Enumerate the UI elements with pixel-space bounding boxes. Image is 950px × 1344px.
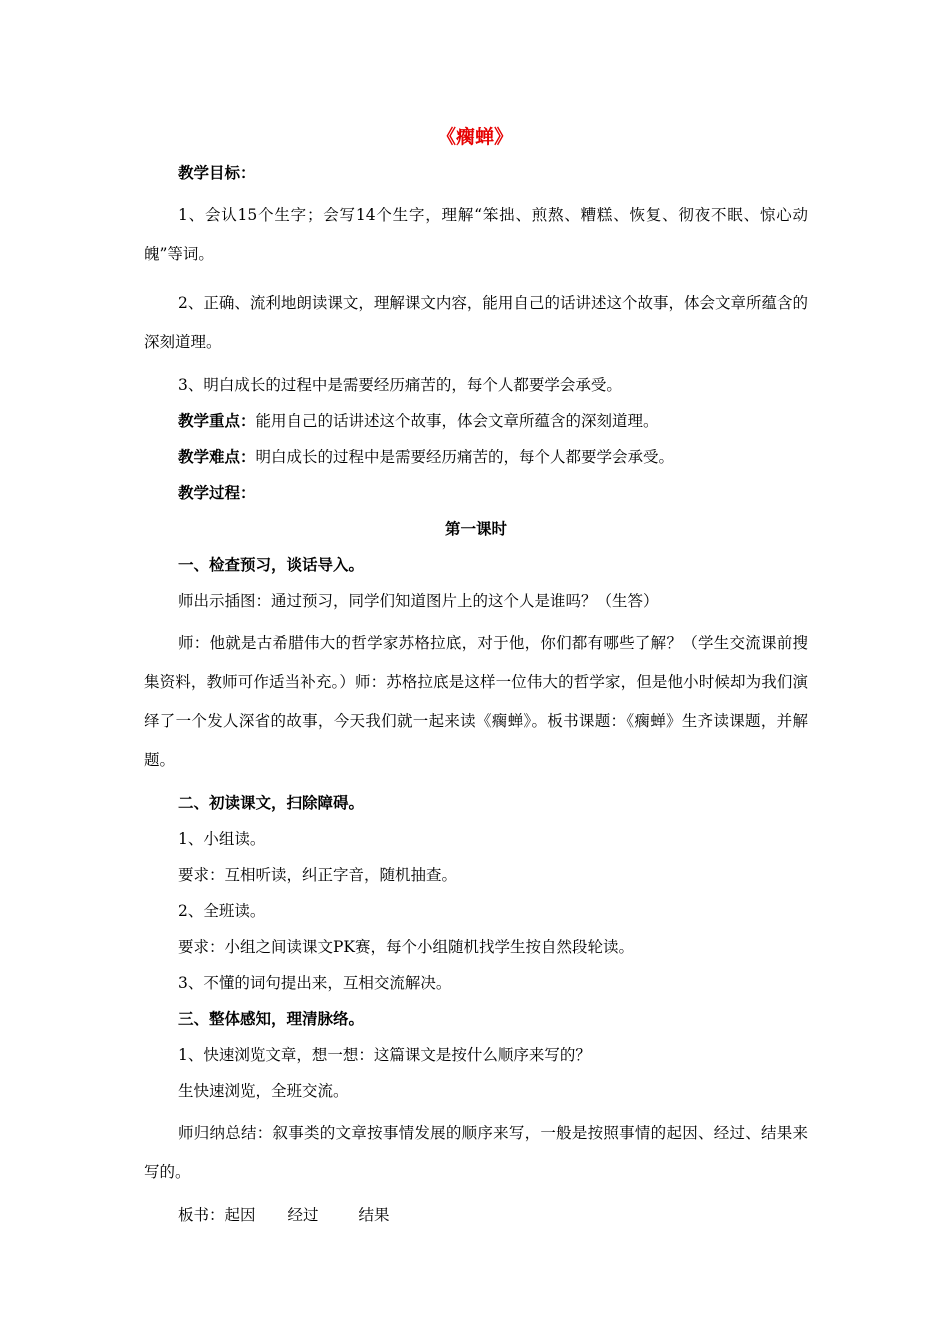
section-2-line-3: 2、全班读。 [178, 902, 266, 920]
section-3-line-1: 1、快速浏览文章，想一想：这篇课文是按什么顺序来写的？ [178, 1046, 591, 1064]
difficulty-label: 教学难点： [178, 448, 256, 466]
lesson-heading: 第一课时 [444, 520, 507, 538]
section-3-heading: 三、整体感知，理清脉络。 [178, 1010, 365, 1028]
document-body [144, 160, 808, 1238]
section-2-line-5: 3、不懂的词句提出来，互相交流解决。 [178, 974, 452, 992]
difficulty [144, 444, 808, 470]
objective-1: 1、会认15个生字；会写14个生字，理解“笨拙、煎熬、糟糕、恢复、彻夜不眠、惊心动魄”等词。 [144, 206, 808, 263]
section-1-paragraph-2: 师：他就是古希腊伟大的哲学家苏格拉底，对于他，你们都有哪些了解？（学生交流课前搜集资料，教师可作适当补充。）师：苏格拉底是这样一位伟大的哲学家，但是他小时候却为我们演绎了一个发人深省的故事，今天我们就一起来读《瘸蝉》。板书课题：《瘸蝉》生齐读课题，并解题。 [144, 634, 808, 769]
difficulty-text: 明白成长的过程中是需要经历痛苦的，每个人都要学会承受。 [255, 448, 675, 466]
board-item-2: 经过 [287, 1206, 319, 1224]
objective-3: 3、明白成长的过程中是需要经历痛苦的，每个人都要学会承受。 [178, 376, 622, 394]
section-3-line-2: 生快速浏览，全班交流。 [178, 1082, 349, 1100]
section-2-line-2: 要求：互相听读，纠正字音，随机抽查。 [178, 866, 458, 884]
section-3-paragraph-1: 师归纳总结：叙事类的文章按事情发展的顺序来写，一般是按照事情的起因、经过、结果来写的。 [144, 1124, 808, 1181]
key-point-label: 教学重点： [178, 412, 256, 430]
section-2-line-4: 要求：小组之间读课文PK赛，每个小组随机找学生按自然段轮读。 [178, 938, 635, 956]
key-point-text: 能用自己的话讲述这个故事，体会文章所蕴含的深刻道理。 [255, 412, 659, 430]
key-point [144, 408, 808, 434]
process-heading: 教学过程： [178, 484, 256, 502]
section-1-paragraph-1: 师出示插图：通过预习，同学们知道图片上的这个人是谁吗？（生答） [178, 592, 659, 610]
board-writing [144, 1202, 808, 1228]
document-title: 《瘸蝉》 [436, 126, 513, 148]
board-item-1: 起因 [224, 1206, 256, 1224]
board-item-3: 结果 [358, 1206, 390, 1224]
section-2-line-1: 1、小组读。 [178, 830, 266, 848]
board-label: 板书： [178, 1206, 225, 1224]
objectives-heading: 教学目标： [178, 164, 256, 182]
section-2-heading: 二、初读课文，扫除障碍。 [178, 794, 365, 812]
section-1-heading: 一、检查预习，谈话导入。 [178, 556, 365, 574]
objective-2: 2、正确、流利地朗读课文，理解课文内容，能用自己的话讲述这个故事，体会文章所蕴含的深刻道理。 [144, 294, 808, 351]
